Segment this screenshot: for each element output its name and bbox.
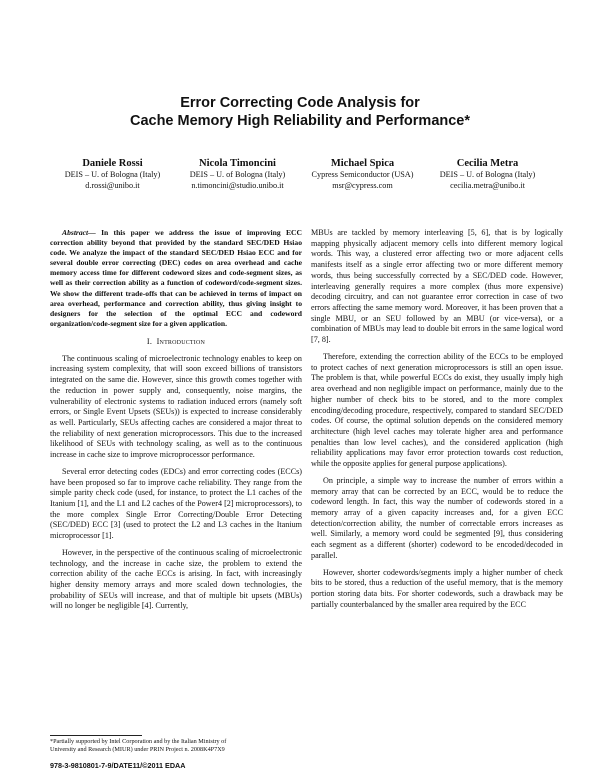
body-paragraph: Several error detecting codes (EDCs) and error correcting codes (ECCs) have been proposed so far to improve cache reliability. They range from the simple parity check code (used, for instance, to protect the L1 caches of the Itanium [1], and the L1 and L2 caches of the Power4 [2] microprocessors), to the more complex Single Error Correcting/Double Error Detecting (SEC/DED) ECC [3] (used to protect the L2 and L3 caches in the Itanium microprocessor [1].	[50, 466, 302, 541]
abstract	[50, 228, 302, 329]
body-paragraph: However, shorter codewords/segments imply a higher number of check bits to be stored, thus a reduction of the useful memory, that is the memory portion storing data bits. For shorter codewords, such a drawback may be partially counterbalanced by the smaller area required by the ECC	[311, 567, 563, 609]
abstract-text: In this paper we address the issue of improving ECC correction ability beyond that provided by the standard SEC/DED Hsiao code. We analyze the impact of the standard SEC/DED Hsiao ECC and for several double error correcting (DEC) codes on area overhead and cache memory access time for different codeword sizes and code-segment sizes, as well as their correction ability as a function of codeword/code-segment sizes. We show the different trade-offs that can be achieved in terms of impact on area overhead, performance and correction ability, thus giving insight to designers for the selection of the optimal ECC and codeword organization/code-segment size for a given application.	[50, 228, 302, 328]
footnote-divider	[50, 735, 142, 736]
author-name: Michael Spica	[330, 158, 395, 169]
footnote	[50, 738, 302, 753]
left-column	[50, 228, 302, 612]
author-3	[300, 157, 425, 191]
author-affiliation: DEIS – U. of Bologna (Italy)	[439, 170, 536, 179]
paper-title	[0, 94, 600, 130]
isbn-line: 978-3-9810801-7-9/DATE11/©2011 EDAA	[50, 761, 186, 770]
author-2	[175, 157, 300, 191]
section-number: I.	[146, 336, 153, 346]
author-block	[50, 157, 550, 199]
body-paragraph: On principle, a simple way to increase the number of errors within a memory array that can be corrected by an ECC, would be to reduce the codeword length. In fact, this way the number of codewords stored in a memory array of a given capacity increases and, for a given ECC detection/correction ability, the number of correctable errors increases as well. Similarly, a memory word could be segmented [9], thus considering each segment as a different (shorter) codeword to be encoded/decoded in parallel.	[311, 475, 563, 560]
author-4	[425, 157, 550, 191]
section-heading	[50, 337, 302, 348]
right-column	[311, 228, 563, 610]
section-title: Introduction	[156, 336, 206, 346]
title-line-1: Error Correcting Code Analysis for	[180, 95, 420, 111]
body-paragraph: MBUs are tackled by memory interleaving [5, 6], that is by logically mapping physically adjacent memory cells into different memory logical words. This way, a clustered error affecting two or more adjacent cells manifests itself as a single error affecting two or more different memory words, thus being successfully corrected by a SEC/DED code. However, interleaving generally requires a more complex (thus more expensive) decoding circuitry, and can not guarantee error correction in case of two errors affecting the same memory word. Moreover, it has been proven that a single MBU, or an SEU followed by an MBU (or vice-versa), or a combination of MBUs may lead to double bit errors in the same logical word [7, 8].	[311, 228, 563, 345]
author-name: Nicola Timoncini	[199, 158, 276, 169]
author-email: msr@cypress.com	[332, 180, 393, 190]
footnote-line-1: *Partially supported by Intel Corporation and by the Italian Ministry of	[50, 738, 227, 745]
abstract-label: Abstract—	[62, 228, 96, 237]
author-email: d.rossi@unibo.it	[85, 180, 140, 190]
footnote-line-2: University and Research (MIUR) under PRIN Project n. 2008K4P7X9	[50, 745, 225, 753]
body-paragraph: However, in the perspective of the continuous scaling of microelectronic technology, and the increase in cache size, the problem to extend the correction ability of the cache ECCs is arising. In fact, with increasingly higher density memory arrays and more scaled down technologies, the probability of SEUs will increase, and that of multiple bit upsets (MBUs) will no longer be negligible [4]. Currently,	[50, 547, 302, 611]
author-affiliation: DEIS – U. of Bologna (Italy)	[189, 170, 286, 179]
author-affiliation: DEIS – U. of Bologna (Italy)	[64, 170, 161, 179]
author-1	[50, 157, 175, 191]
author-name: Daniele Rossi	[82, 158, 143, 169]
body-paragraph: Therefore, extending the correction ability of the ECCs to be employed to protect caches of next generation microprocessors is still an open issue. The problem is that, while powerful ECCs do exist, they usually imply high area overhead and non negligible impact on performance, mainly due to the higher number of check bits to be stored, and to the more complex encoding/decoding procedure, respectively, compared to standard SEC/DED codes. Of course, the optimal solution depends on the considered memory architecture (high level caches may tolerate higher area and performance penalties than low level caches), and the considered application (high reliability applications may favor error protection towards cost reduction, while the opposite applies for general purpose applications).	[311, 351, 563, 469]
author-email: n.timoncini@studio.unibo.it	[191, 180, 284, 190]
author-email: cecilia.metra@unibo.it	[450, 180, 525, 190]
body-paragraph: The continuous scaling of microelectronic technology enables to keep on increasing system complexity, that will soon exceed billions of transistors integrated on the same die. However, since this growth comes together with the reduction in power supply and, consequently, noise margins, the vulnerability of electronic systems to radiation induced errors (namely soft errors, or Single Event Upsets (SEUs)) is expected to increase considerably as well. Particularly, SEUs affecting caches are considered a major threat to the reliability of next generation microprocessors. This due to the increased likelihood of SEUs with technology scaling, as well as to the continuous increase in cache size to improve microprocessor performance.	[50, 353, 302, 460]
author-affiliation: Cypress Semiconductor (USA)	[311, 170, 414, 179]
author-name: Cecilia Metra	[456, 158, 519, 169]
title-line-2: Cache Memory High Reliability and Performance*	[129, 113, 471, 129]
